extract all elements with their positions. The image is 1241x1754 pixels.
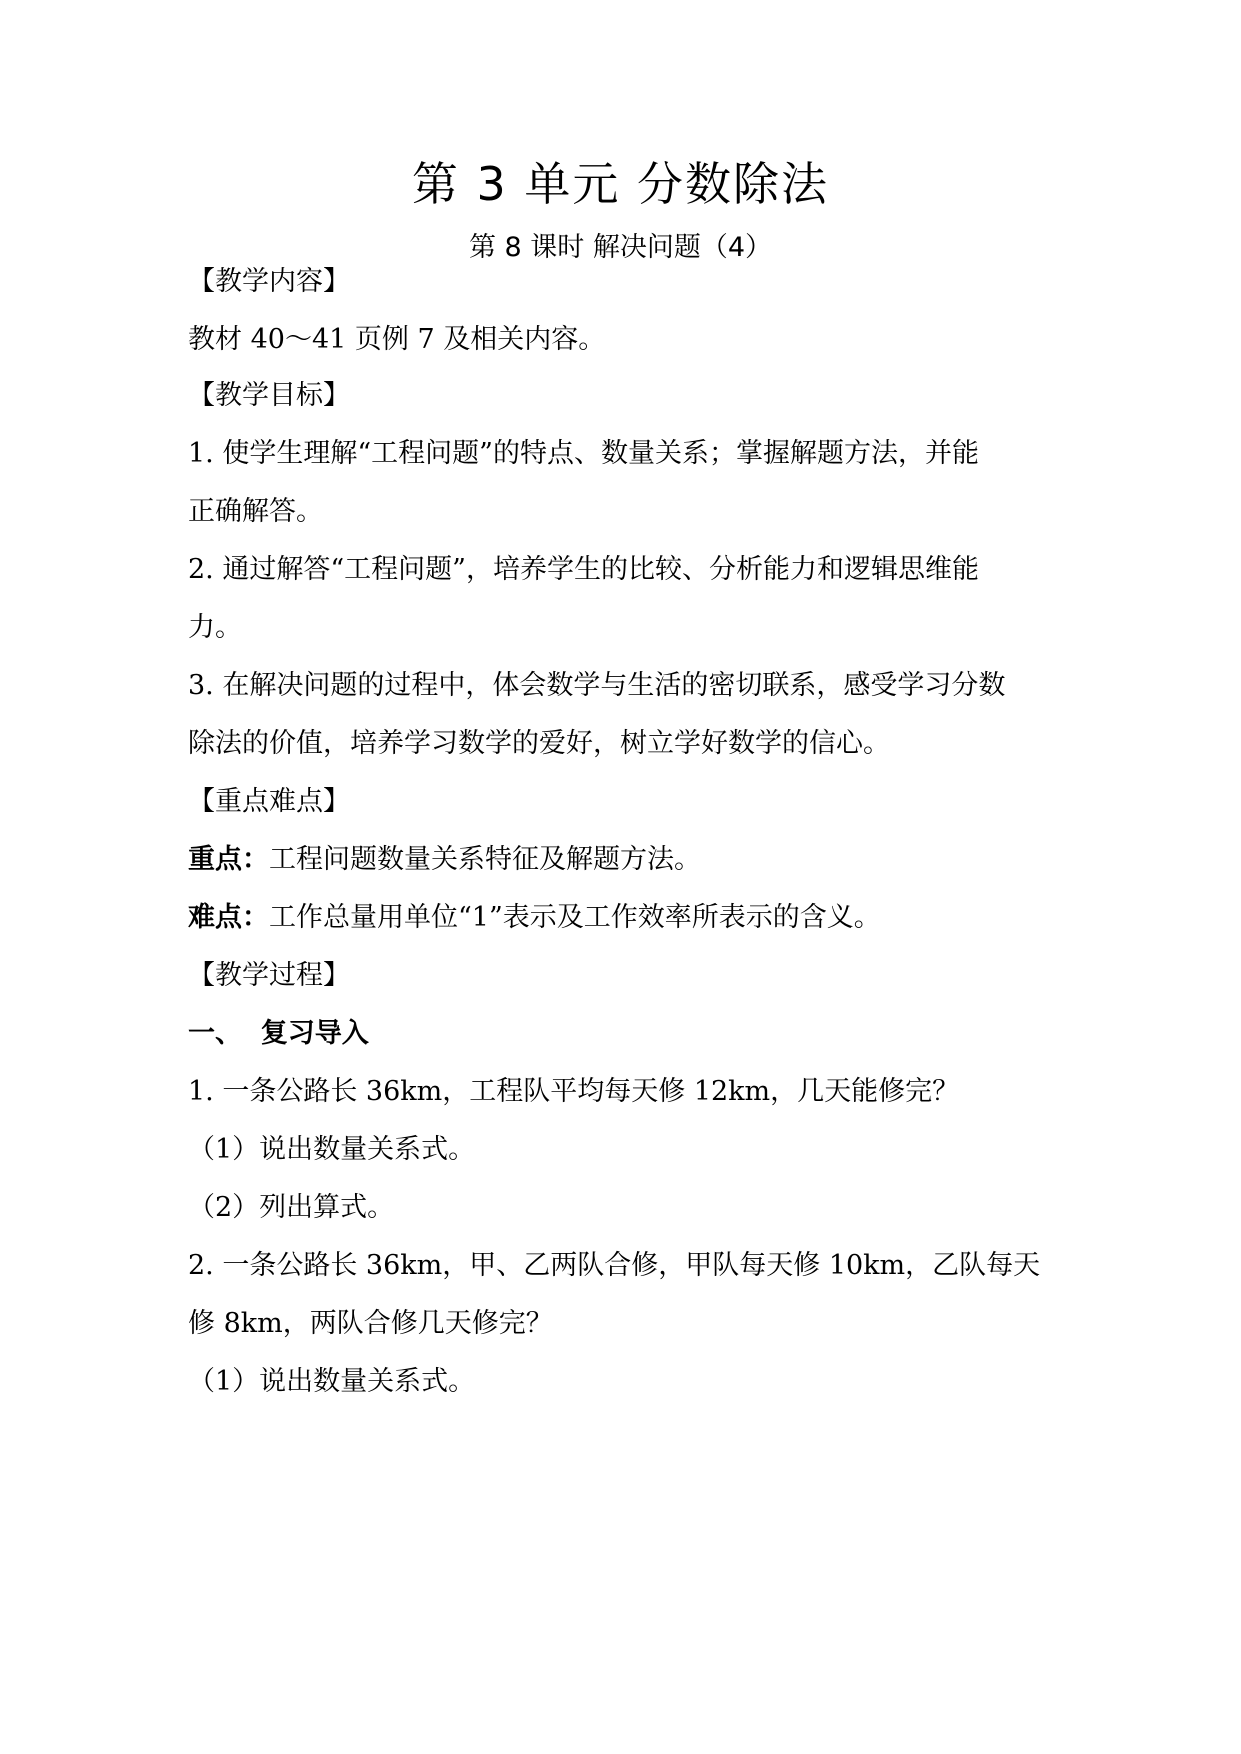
goals-heading: 【教学目标】 — [188, 380, 350, 411]
goal-2-line-1: 2. 通过解答“工程问题”，培养学生的比较、分析能力和逻辑思维能 — [188, 554, 979, 585]
page-title: 第 3 单元 分数除法 — [411, 157, 830, 211]
goal-1-line-2: 正确解答。 — [188, 496, 323, 527]
difficult-point-text: 工作总量用单位“1”表示及工作效率所表示的含义。 — [269, 902, 881, 933]
goal-3-line-2: 除法的价值，培养学习数学的爱好，树立学好数学的信心。 — [188, 728, 890, 759]
goal-3-line-1: 3. 在解决问题的过程中，体会数学与生活的密切联系，感受学习分数 — [188, 670, 1006, 701]
key-point-text: 工程问题数量关系特征及解题方法。 — [269, 844, 701, 875]
content-heading: 【教学内容】 — [188, 266, 350, 297]
goal-2-line-2: 力。 — [188, 612, 242, 643]
process-heading: 【教学过程】 — [188, 960, 350, 991]
goal-1-line-1: 1. 使学生理解“工程问题”的特点、数量关系；掌握解题方法，并能 — [188, 438, 979, 469]
question-2-line-1: 2. 一条公路长 36km，甲、乙两队合修，甲队每天修 10km，乙队每天 — [188, 1250, 1041, 1281]
question-2-line-2: 修 8km，两队合修几天修完？ — [188, 1308, 553, 1339]
section-1-heading: 一、 复习导入 — [188, 1018, 369, 1049]
question-1-sub-2: （2）列出算式。 — [188, 1192, 395, 1223]
lesson-subtitle: 第 8 课时 解决问题（4） — [468, 232, 773, 263]
content-text: 教材 40～41 页例 7 及相关内容。 — [188, 324, 606, 355]
question-1: 1. 一条公路长 36km，工程队平均每天修 12km，几天能修完？ — [188, 1076, 960, 1107]
key-point-label: 重点： — [188, 844, 269, 875]
question-1-sub-1: （1）说出数量关系式。 — [188, 1134, 476, 1165]
question-2-sub-1: （1）说出数量关系式。 — [188, 1366, 476, 1397]
difficult-point-line — [188, 898, 1068, 938]
keypoints-heading: 【重点难点】 — [188, 786, 350, 817]
difficult-point-label: 难点： — [188, 902, 269, 933]
key-point-line — [188, 840, 1068, 880]
